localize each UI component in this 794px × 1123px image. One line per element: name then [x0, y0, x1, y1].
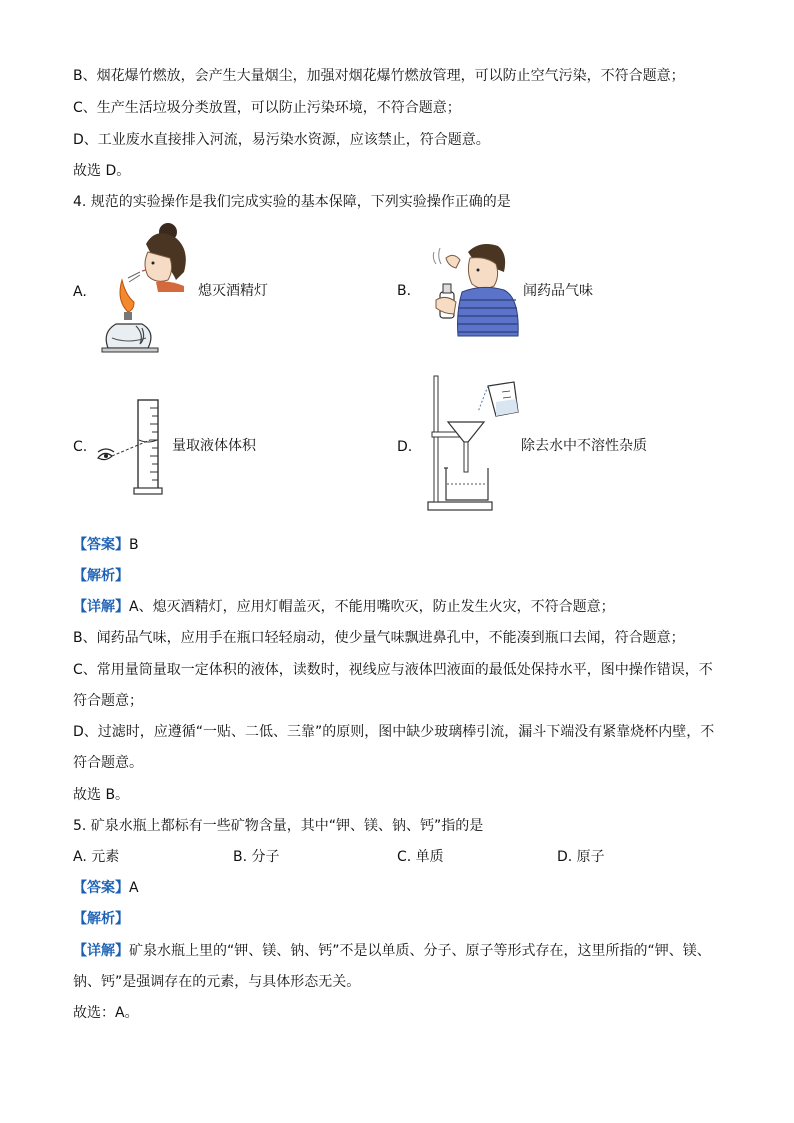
q4-choose: 故选 B。	[73, 787, 130, 803]
analysis-tag: 【解析】	[73, 568, 129, 584]
q4-answer: B	[129, 537, 139, 553]
q4-option-a-caption: 熄灭酒精灯	[198, 283, 268, 299]
q3-option-c-analysis: C、生产生活垃圾分类放置，可以防止污染环境，不符合题意；	[73, 100, 461, 116]
graduated-cylinder-figure	[94, 398, 174, 498]
q3-option-d-analysis: D、工业废水直接排入河流，易污染水资源，应该禁止，符合题意。	[73, 132, 490, 148]
q5-answer-line	[73, 878, 139, 898]
q4-option-b-caption: 闻药品气味	[523, 283, 593, 299]
q5-option-d: D. 原子	[557, 849, 605, 865]
q4-option-c-caption: 量取液体体积	[172, 438, 256, 454]
q4-option-a-letter: A.	[73, 284, 87, 300]
q5-option-b: B. 分子	[233, 849, 280, 865]
q5-option-c: C. 单质	[397, 849, 444, 865]
q4-option-d-letter: D.	[397, 439, 413, 455]
q5-stem: 5. 矿泉水瓶上都标有一些矿物含量，其中“钾、镁、钠、钙”指的是	[73, 818, 484, 834]
q4-detail-a	[73, 597, 615, 617]
q4-detail-d-line2: 符合题意。	[73, 755, 143, 771]
q4-detail-d-line1: D、过滤时，应遵循“一贴、二低、三靠”的原则，图中缺少玻璃棒引流，漏斗下端没有紧靠烧杯内壁，不	[73, 724, 715, 740]
answer-tag: 【答案】	[73, 537, 129, 553]
q4-detail-a-text: A、熄灭酒精灯，应用灯帽盖灭，不能用嘴吹灭，防止发生火灾，不符合题意；	[129, 599, 615, 615]
q5-choose: 故选：A。	[73, 1005, 139, 1021]
q4-option-d-caption: 除去水中不溶性杂质	[521, 438, 647, 454]
smell-chemical-figure	[428, 238, 522, 338]
q5-detail-line1	[73, 941, 711, 961]
q5-detail-line2: 钠、钙”是强调存在的元素，与具体形态无关。	[73, 974, 361, 990]
q4-detail-b: B、闻药品气味，应用手在瓶口轻轻扇动，使少量气味飘进鼻孔中，不能凑到瓶口去闻，符合题意；	[73, 630, 685, 646]
extinguish-lamp-figure	[98, 220, 194, 356]
q4-answer-line	[73, 535, 139, 555]
q4-option-b-letter: B.	[397, 283, 412, 299]
q4-detail-c-line1: C、常用量筒量取一定体积的液体，读数时，视线应与液体凹液面的最低处保持水平，图中操作错误，不	[73, 662, 713, 678]
q4-detail-c-line2: 符合题意；	[73, 693, 143, 709]
q5-option-a: A. 元素	[73, 849, 120, 865]
q3-option-b-analysis: B、烟花爆竹燃放，会产生大量烟尘，加强对烟花爆竹燃放管理，可以防止空气污染，不符合题意；	[73, 68, 685, 84]
q4-option-c-letter: C.	[73, 439, 88, 455]
q5-analysis-tag	[73, 909, 129, 929]
detail-tag: 【详解】	[73, 943, 129, 959]
q5-answer: A	[129, 880, 139, 896]
q4-stem: 4. 规范的实验操作是我们完成实验的基本保障，下列实验操作正确的是	[73, 194, 511, 210]
q3-choose: 故选 D。	[73, 163, 131, 179]
analysis-tag: 【解析】	[73, 911, 129, 927]
detail-tag: 【详解】	[73, 599, 129, 615]
q5-detail-text-1: 矿泉水瓶上里的“钾、镁、钠、钙”不是以单质、分子、原子等形式存在，这里所指的“钾、镁、	[129, 943, 711, 959]
q4-analysis-tag	[73, 566, 129, 586]
answer-tag: 【答案】	[73, 880, 129, 896]
